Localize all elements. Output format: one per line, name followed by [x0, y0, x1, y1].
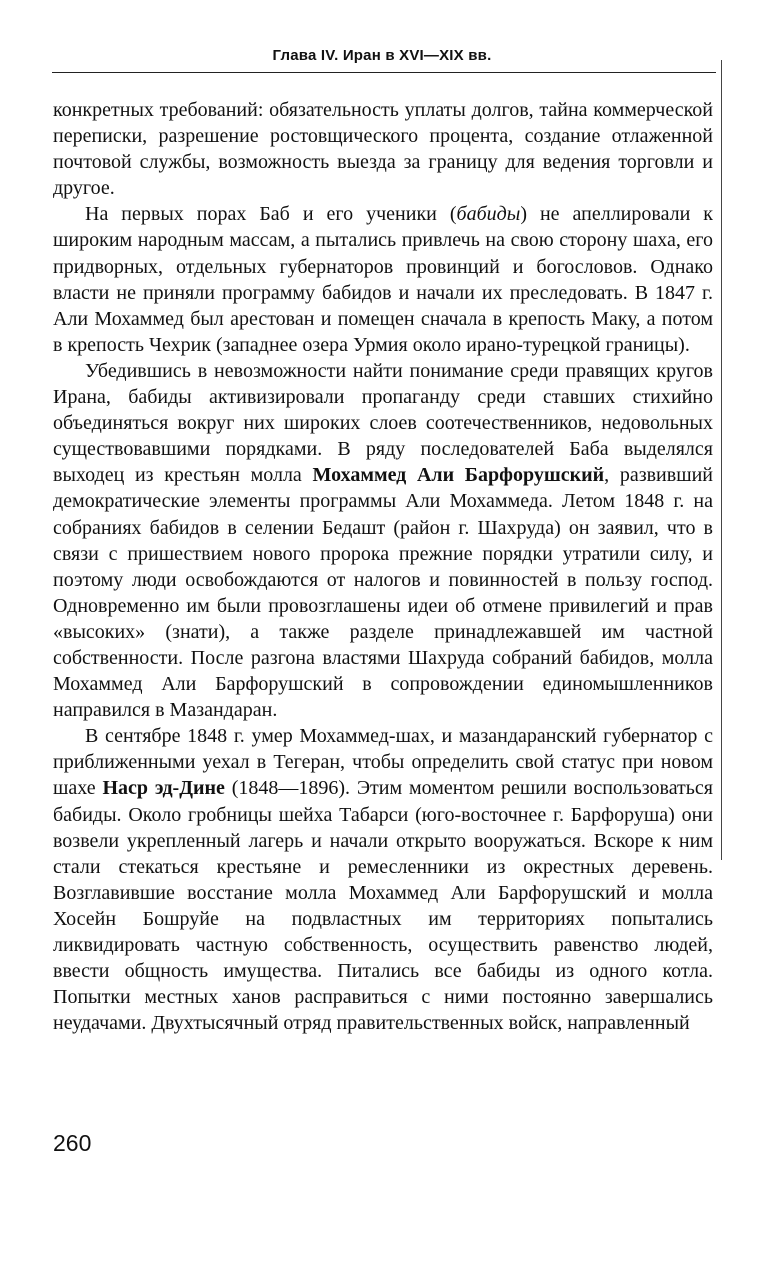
page-number: 260	[53, 1130, 92, 1156]
paragraph-2-text-a: На первых порах Баб и его ученики (	[85, 203, 457, 226]
header-rule	[52, 72, 716, 73]
page-edge-line	[721, 60, 722, 860]
paragraph-3	[53, 358, 713, 723]
paragraph-1	[53, 97, 713, 201]
term-babidy: бабиды	[456, 203, 521, 226]
name-mohammed-ali-barforushsky: Мохаммед Али Барфорушский	[312, 464, 605, 487]
body-text	[53, 97, 713, 1036]
paragraph-2-text-b: ) не апеллировали к широким народным массам, а пытались привлечь на свою сторону шаха, его придворных, отдельных губернаторов провинций и богословов. Однако власти не приняли программу бабидов и начали их преследовать. В 1847 г. Али Мохаммед был арестован и помещен сначала в крепость Маку, а потом в крепость Чехрик (западнее озера Урмия около ирано-турецкой границы).	[53, 203, 714, 356]
paragraph-1-text: конкретных требований: обязательность уплаты долгов, тайна коммерческой переписки, разрешение ростовщического процента, создание отлаженной почтовой службы, возможность выезда за границу для ведения торговли и другое.	[53, 99, 713, 200]
name-nasr-ed-din: Наср эд-Дине	[102, 777, 225, 800]
paragraph-3-text-b: , развивший демократические элементы программы Али Мохаммеда. Летом 1848 г. на собраниях бабидов в селении Бедашт (район г. Шахруда) он заявил, что в связи с пришествием нового пророка прежние порядки утратили силу, и поэтому люди освобождаются от налогов и повинностей в пользу господ. Одновременно им были провозглашены идеи об отмене привилегий и прав «высоких» (знати), а также разделе принадлежавшей им частной собственности. После разгона властями Шахруда собраний бабидов, молла Мохаммед Али Барфорушский в сопровождении единомышленников направился в Мазандаран.	[53, 464, 713, 722]
paragraph-4-text-b: (1848—1896). Этим моментом решили воспользоваться бабиды. Около гробницы шейха Табарси (юго-восточнее г. Барфоруша) они возвели укрепленный лагерь и начали открыто вооружаться. Вскоре к ним стали стекаться крестьяне и ремесленники из окрестных деревень. Возглавившие восстание молла Мохаммед Али Барфорушский и молла Хосейн Бошруйе на подвластных им территориях попытались ликвидировать частную собственность, осуществить равенство людей, ввести общность имущества. Питались все бабиды из одного котла. Попытки местных ханов расправиться с ними постоянно завершались неудачами. Двухтысячный отряд правительственных войск, направленный	[53, 777, 713, 1035]
paragraph-4-text-a: В сентябре 1848 г. умер Мохаммед-шах, и мазандаранский губернатор с приближенными уехал в Тегеран, чтобы определить свой статус при новом шахе	[53, 725, 713, 800]
paragraph-3-text-a: Убедившись в невозможности найти понимание среди правящих кругов Ирана, бабиды активизировали пропаганду среди ставших стихийно объединяться вокруг них широких слоев соотечественников, недовольных существовавшими порядками. В ряду последователей Баба выделялся выходец из крестьян молла	[53, 359, 713, 487]
running-head: Глава IV. Иран в XVI—XIX вв.	[272, 47, 492, 64]
paragraph-2	[53, 201, 713, 358]
paragraph-4	[53, 723, 713, 1036]
